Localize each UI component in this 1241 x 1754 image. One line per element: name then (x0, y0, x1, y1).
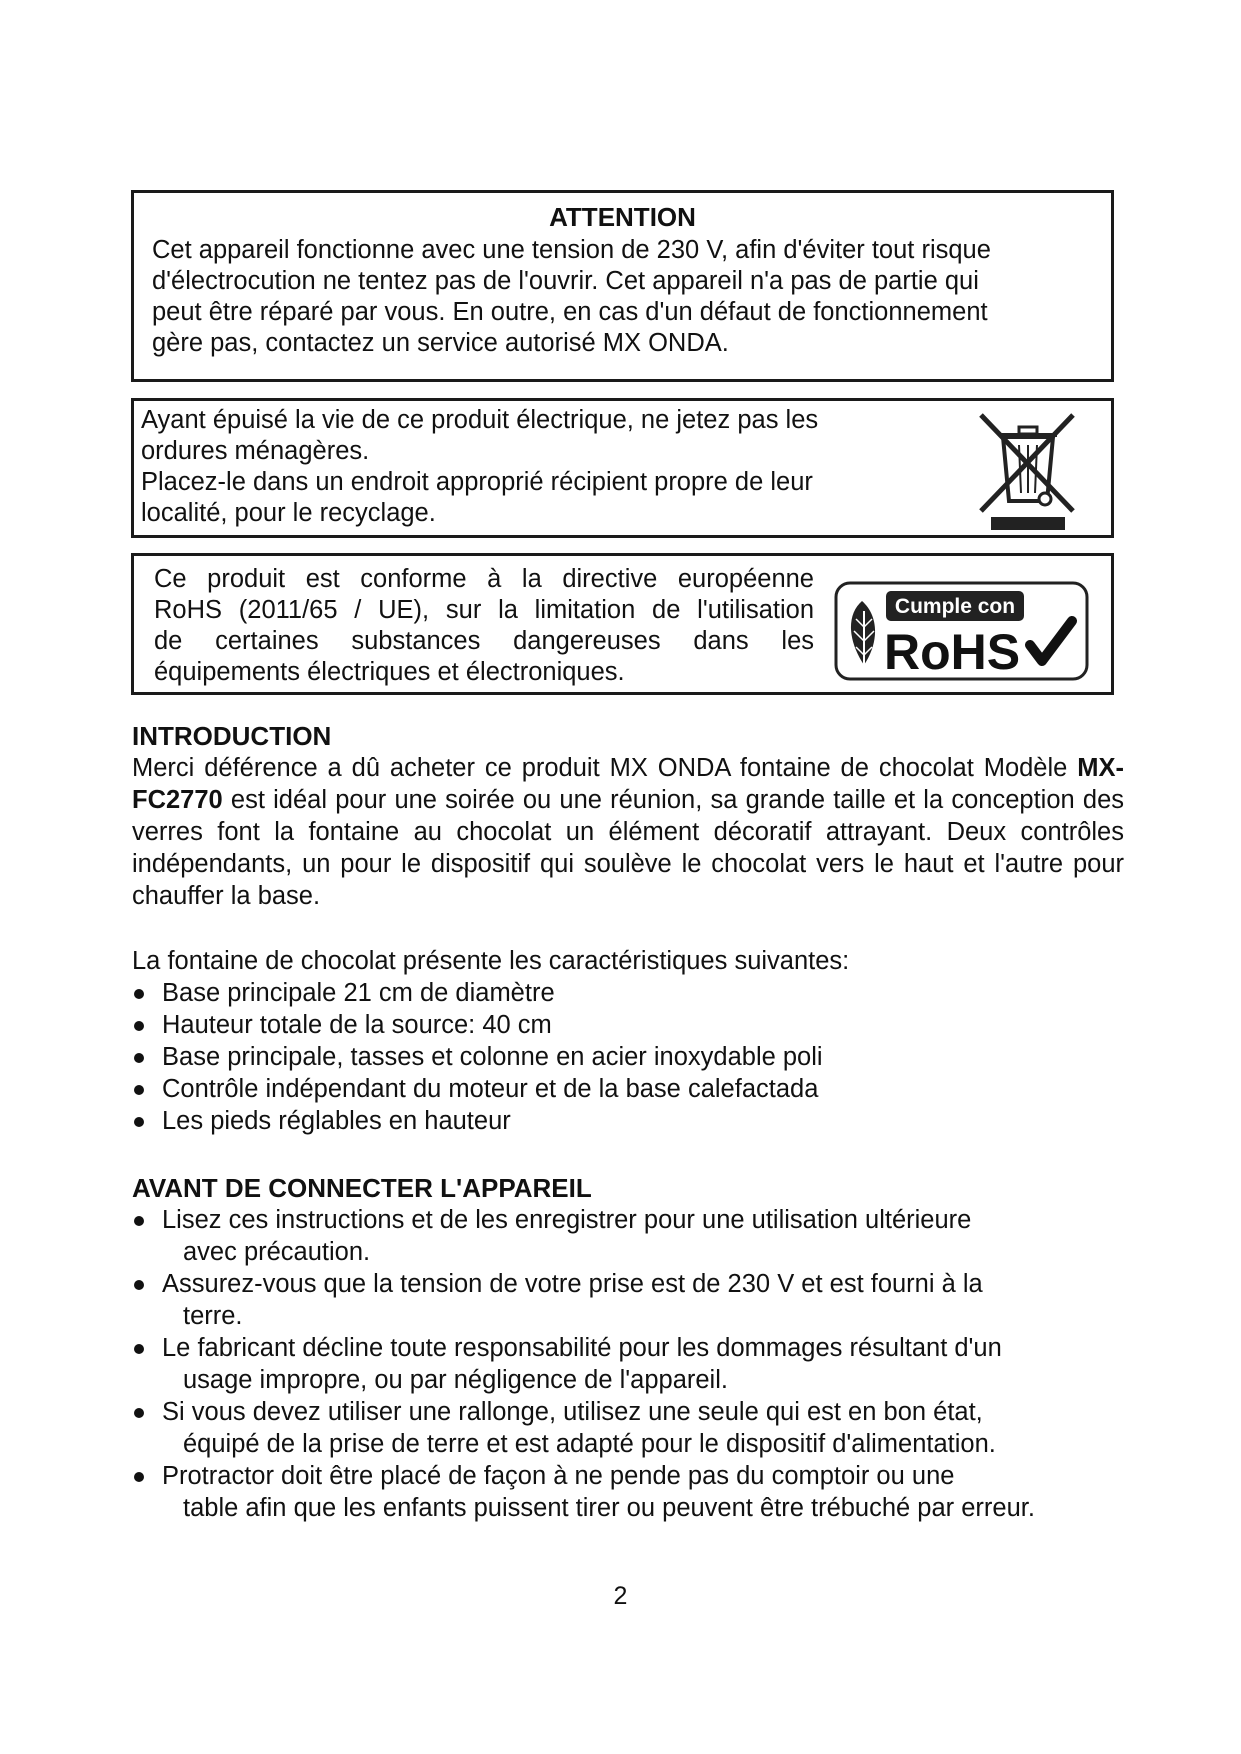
list-item: Base principale 21 cm de diamètre (132, 977, 1124, 1009)
bullet-icon (134, 1117, 144, 1127)
attention-box (131, 190, 1114, 382)
list-item: Si vous devez utiliser une rallonge, utilisez une seule qui est en bon état, équipé de la prise de terre et est adapté pour le dispositif d'alimentation. (132, 1396, 1124, 1460)
model-number: MX-FC2770 (132, 754, 1124, 814)
attention-line: gère pas, contactez un service autorisé MX ONDA. (152, 329, 729, 357)
page-number: 2 (613, 1582, 628, 1610)
list-item: Protractor doit être placé de façon à ne pende pas du comptoir ou une table afin que les enfants puissent tirer ou peuvent être trébuché par erreur. (132, 1460, 1124, 1524)
features-intro: La fontaine de chocolat présente les caractéristiques suivantes: (132, 947, 850, 975)
attention-line: Cet appareil fonctionne avec une tension de 230 V, afin d'éviter tout risque (152, 236, 991, 264)
bullet-icon (134, 1344, 144, 1354)
bullet-icon (134, 1216, 144, 1226)
introduction-section (132, 720, 1124, 912)
list-item: Les pieds réglables en hauteur (132, 1105, 1124, 1137)
avant-list (132, 1204, 1124, 1524)
bullet-icon (134, 1280, 144, 1290)
weee-line: ordures ménagères. (141, 437, 370, 465)
rohs-line: de certaines substances dangereuses dans les (154, 627, 814, 655)
introduction-text: Merci déférence a dû acheter ce produit MX ONDA fontaine de chocolat Modèle (132, 754, 1078, 782)
introduction-text: est idéal pour une soirée ou une réunion, sa grande taille et la conception des verres font la fontaine au chocolat un élément décoratif attrayant. Deux contrôles indépendants, un pour le dispositif qui soulève le chocolat vers le haut et l'autre pour chauffer la base. (132, 786, 1124, 910)
weee-line: Ayant épuisé la vie de ce produit électrique, ne jetez pas les (141, 406, 819, 434)
rohs-badge-text: Cumple con (894, 595, 1016, 618)
bullet-icon (134, 1053, 144, 1063)
bullet-icon (134, 1085, 144, 1095)
weee-line: localité, pour le recyclage. (141, 499, 436, 527)
list-item: Le fabricant décline toute responsabilité pour les dommages résultant d'un usage impropre, ou par négligence de l'appareil. (132, 1332, 1124, 1396)
features-section (132, 945, 1124, 1137)
rohs-line: équipements électriques et électroniques. (154, 658, 625, 686)
crossed-out-wheelie-bin-icon (973, 409, 1083, 531)
introduction-heading: INTRODUCTION (132, 721, 332, 751)
list-item: Lisez ces instructions et de les enregistrer pour une utilisation ultérieure avec précaution. (132, 1204, 1124, 1268)
weee-line: Placez-le dans un endroit approprié récipient propre de leur (141, 468, 813, 496)
list-item: Assurez-vous que la tension de votre prise est de 230 V et est fourni à la terre. (132, 1268, 1124, 1332)
rohs-logo-text: RoHS (884, 624, 1021, 680)
list-item: Base principale, tasses et colonne en acier inoxydable poli (132, 1041, 1124, 1073)
features-list (132, 977, 1124, 1137)
list-item: Contrôle indépendant du moteur et de la base calefactada (132, 1073, 1124, 1105)
attention-line: peut être réparé par vous. En outre, en cas d'un défaut de fonctionnement (152, 298, 988, 326)
introduction-paragraph (132, 752, 1124, 912)
rohs-line: Ce produit est conforme à la directive européenne (154, 565, 814, 593)
avant-heading: AVANT DE CONNECTER L'APPAREIL (132, 1173, 592, 1203)
rohs-logo (834, 581, 1089, 681)
bullet-icon (134, 989, 144, 999)
weee-text (141, 405, 941, 529)
avant-section (132, 1172, 1124, 1524)
attention-line: d'électrocution ne tentez pas de l'ouvrir. Cet appareil n'a pas de partie qui (152, 267, 979, 295)
weee-box (131, 398, 1114, 538)
bullet-icon (134, 1021, 144, 1031)
rohs-box (131, 553, 1114, 695)
bullet-icon (134, 1408, 144, 1418)
attention-title: ATTENTION (549, 202, 696, 232)
list-item: Hauteur totale de la source: 40 cm (132, 1009, 1124, 1041)
bullet-icon (134, 1472, 144, 1482)
rohs-line: RoHS (2011/65 / UE), sur la limitation de l'utilisation (154, 596, 814, 624)
rohs-text (154, 564, 814, 688)
